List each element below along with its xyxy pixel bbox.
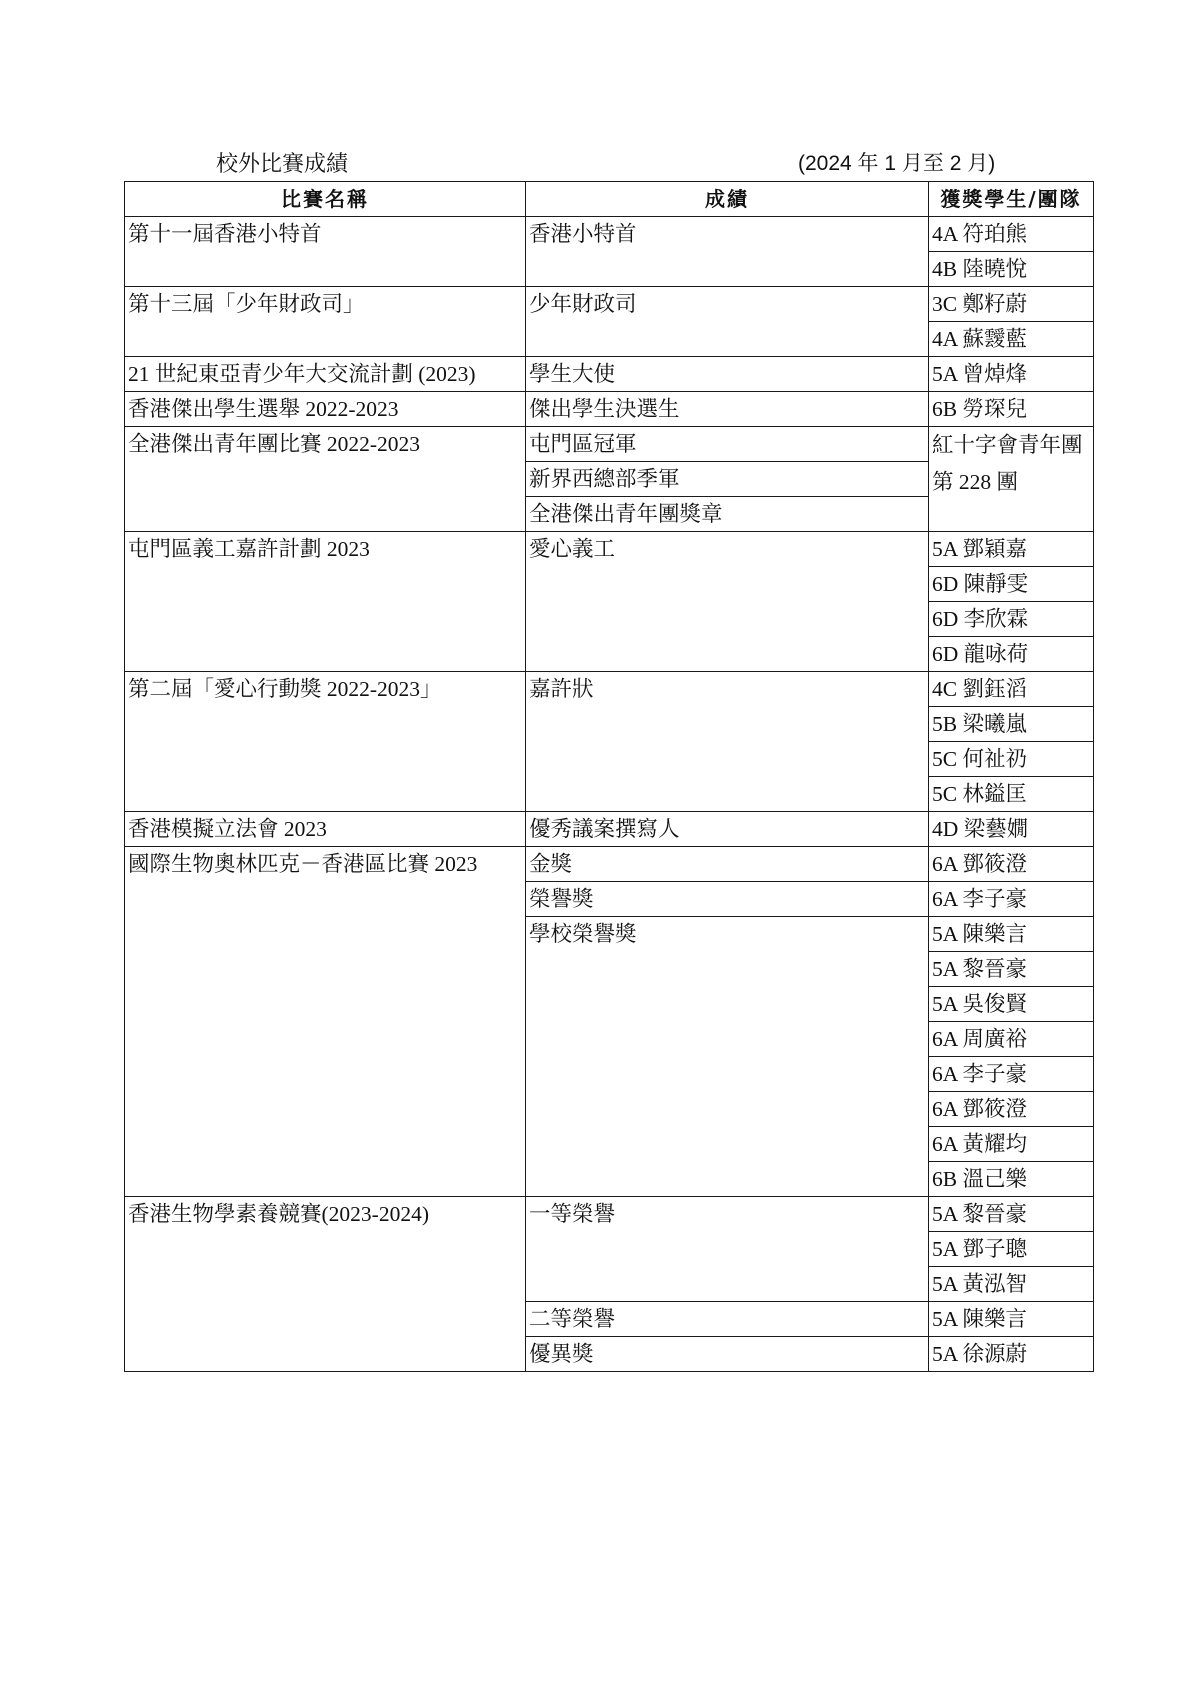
column-header-competition: 比賽名稱 [125,182,526,217]
winner-cell: 5B 梁曦嵐 [929,707,1094,742]
winner-cell: 6A 鄧筱澄 [929,847,1094,882]
winner-cell: 6D 龍咏荷 [929,637,1094,672]
table-row [125,532,1094,567]
winner-cell: 6A 李子豪 [929,1057,1094,1092]
column-header-result: 成績 [526,182,929,217]
table-row [125,357,1094,392]
award-cell: 香港小特首 [526,217,929,287]
winner-cell: 5A 黃泓智 [929,1267,1094,1302]
winner-cell: 5A 黎晉豪 [929,952,1094,987]
winner-cell: 6A 周廣裕 [929,1022,1094,1057]
table-body [125,217,1094,1372]
winner-cell: 6A 李子豪 [929,882,1094,917]
competition-name-cell: 香港模擬立法會 2023 [125,812,526,847]
competition-name-cell: 第十三屆「少年財政司」 [125,287,526,357]
table-row [125,672,1094,707]
winner-cell: 5A 徐源蔚 [929,1337,1094,1372]
award-cell: 嘉許狀 [526,672,929,812]
winner-cell: 4D 梁藝嫺 [929,812,1094,847]
table-row [125,427,1094,462]
column-header-winners: 獲獎學生/團隊 [929,182,1094,217]
winner-cell: 5A 黎晉豪 [929,1197,1094,1232]
table-row [125,812,1094,847]
winner-cell: 5A 陳樂言 [929,1302,1094,1337]
results-table [124,181,1094,1372]
award-cell: 屯門區冠軍 [526,427,929,462]
table-row [125,217,1094,252]
winner-cell: 4A 符珀熊 [929,217,1094,252]
award-cell: 學生大使 [526,357,929,392]
award-cell: 優秀議案撰寫人 [526,812,929,847]
winner-cell: 6A 黃耀均 [929,1127,1094,1162]
award-cell: 榮譽獎 [526,882,929,917]
award-cell: 一等榮譽 [526,1197,929,1302]
document-title: 校外比賽成績 [216,151,349,176]
winner-cell: 6D 李欣霖 [929,602,1094,637]
competition-name-cell: 21 世紀東亞青少年大交流計劃 (2023) [125,357,526,392]
table-header [125,182,1094,217]
winner-cell: 5A 陳樂言 [929,917,1094,952]
winner-cell: 6B 溫己樂 [929,1162,1094,1197]
winner-cell: 4C 劉鈺滔 [929,672,1094,707]
award-cell: 傑出學生決選生 [526,392,929,427]
competition-name-cell: 國際生物奧林匹克－香港區比賽 2023 [125,847,526,1197]
winner-cell: 6B 勞琛兒 [929,392,1094,427]
award-cell: 金獎 [526,847,929,882]
award-cell: 全港傑出青年團獎章 [526,497,929,532]
award-cell: 少年財政司 [526,287,929,357]
document-period: (2024 年 1 月至 2 月) [798,152,996,175]
team-winner-cell: 紅十字會青年團第 228 團 [929,427,1094,532]
winner-cell: 5C 林鎰匡 [929,777,1094,812]
award-cell: 學校榮譽獎 [526,917,929,1197]
table-row [125,392,1094,427]
header-row [125,182,1094,217]
competition-name-cell: 全港傑出青年團比賽 2022-2023 [125,427,526,532]
winner-cell: 6D 陳靜雯 [929,567,1094,602]
winner-cell: 5A 鄧子聰 [929,1232,1094,1267]
table-row [125,847,1094,882]
award-cell: 二等榮譽 [526,1302,929,1337]
winner-cell: 5A 鄧穎嘉 [929,532,1094,567]
award-cell: 愛心義工 [526,532,929,672]
competition-name-cell: 屯門區義工嘉許計劃 2023 [125,532,526,672]
award-cell: 優異獎 [526,1337,929,1372]
winner-cell: 4A 蘇靉藍 [929,322,1094,357]
competition-name-cell: 第二屆「愛心行動獎 2022-2023」 [125,672,526,812]
winner-cell: 3C 鄭籽蔚 [929,287,1094,322]
winner-cell: 4B 陸曉悅 [929,252,1094,287]
competition-name-cell: 第十一屆香港小特首 [125,217,526,287]
winner-cell: 6A 鄧筱澄 [929,1092,1094,1127]
winner-cell: 5C 何祉礽 [929,742,1094,777]
table-row [125,1197,1094,1232]
winner-cell: 5A 曾焯烽 [929,357,1094,392]
winner-cell: 5A 吳俊賢 [929,987,1094,1022]
table-row [125,287,1094,322]
award-cell: 新界西總部季軍 [526,462,929,497]
competition-name-cell: 香港生物學素養競賽(2023-2024) [125,1197,526,1372]
competition-name-cell: 香港傑出學生選舉 2022-2023 [125,392,526,427]
